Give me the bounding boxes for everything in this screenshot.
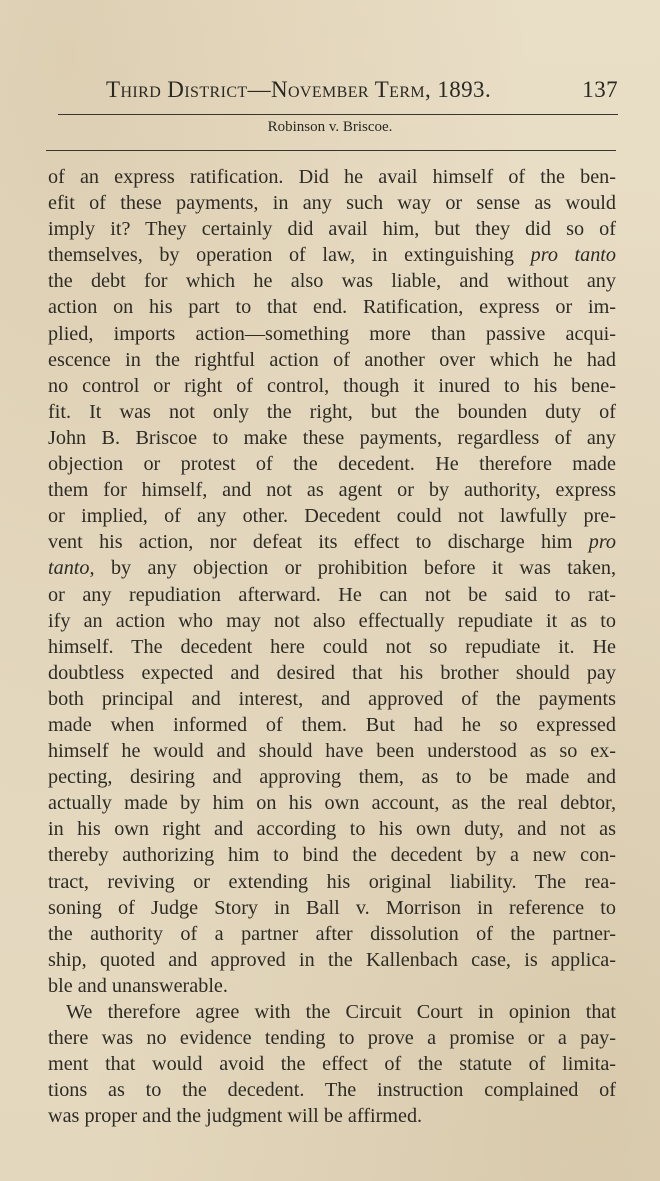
text-line: both principal and interest, and approved of the payments — [48, 687, 616, 710]
body-text — [48, 164, 616, 1129]
text-line: tions as to the decedent. The instruction complained of — [48, 1079, 616, 1102]
text-line: ship, quoted and approved in the Kallenbach case, is applica- — [48, 948, 616, 971]
text-line: We therefore agree with the Circuit Court in opinion that — [66, 1001, 616, 1023]
text-line: objection or protest of the decedent. He therefore made — [48, 453, 616, 476]
running-title: Third District—November Term, 1893. — [106, 77, 492, 102]
text-line: actually made by him on his own account, as the real debtor, — [48, 792, 616, 815]
text-line: in his own right and according to his own duty, and not as — [48, 818, 616, 841]
text-segment: themselves, by operation of law, in extinguishing — [48, 244, 515, 267]
text-line: no control or right of control, though it inured to his bene- — [48, 374, 616, 397]
text-line: thereby authorizing him to bind the decedent by a new con- — [48, 844, 616, 867]
text-line: them for himself, and not as agent or by authority, express — [48, 479, 616, 502]
text-line: plied, imports action—something more than passive acqui- — [48, 322, 616, 345]
text-line — [48, 555, 616, 581]
text-line: action on his part to that end. Ratification, express or im- — [48, 296, 616, 319]
text-line: fit. It was not only the right, but the bounden duty of — [48, 400, 616, 423]
text-line: of an express ratification. Did he avail himself of the ben- — [48, 166, 616, 188]
text-line: himself he would and should have been understood as so ex- — [48, 740, 616, 763]
text-line: tract, reviving or extending his original liability. The rea- — [48, 870, 616, 893]
text-line: pecting, desiring and approving them, as to be made and — [48, 766, 616, 789]
text-segment: vent his action, nor defeat its effect to discharge him — [48, 531, 573, 554]
caption-rule — [46, 150, 616, 151]
text-line: himself. The decedent here could not so repudiate it. He — [48, 635, 616, 658]
case-caption: Robinson v. Briscoe. — [267, 119, 393, 135]
text-line: was proper and the judgment will be affirmed. — [48, 1105, 423, 1128]
text-line: the debt for which he also was liable, and without any — [48, 270, 616, 293]
header-rule — [58, 114, 618, 115]
italic-phrase: tanto — [48, 557, 90, 580]
text-line: soning of Judge Story in Ball v. Morrison in reference to — [48, 896, 616, 919]
text-segment: , by any objection or prohibition before it was taken, — [89, 557, 616, 580]
running-head — [106, 76, 618, 104]
text-line: doubtless expected and desired that his brother should pay — [48, 661, 616, 684]
text-line: imply it? They certainly did avail him, but they did so of — [48, 218, 616, 241]
text-line: or any repudiation afterward. He can not be said to rat- — [48, 583, 616, 606]
italic-phrase: pro tanto — [530, 244, 617, 267]
page-number: 137 — [582, 77, 618, 102]
text-line: efit of these payments, in any such way or sense as would — [48, 192, 616, 215]
text-line — [48, 242, 616, 268]
text-line — [48, 529, 616, 555]
text-line: made when informed of them. But had he so expressed — [48, 713, 616, 736]
text-line: John B. Briscoe to make these payments, regardless of any — [48, 426, 616, 449]
text-line: the authority of a partner after dissolution of the partner- — [48, 922, 616, 945]
text-line: escence in the rightful action of another over which he had — [48, 348, 616, 371]
text-line: or implied, of any other. Decedent could not lawfully pre- — [48, 505, 616, 528]
text-line: ment that would avoid the effect of the statute of limita- — [48, 1053, 616, 1076]
text-line: there was no evidence tending to prove a promise or a pay- — [48, 1027, 616, 1050]
text-line: ble and unanswerable. — [48, 974, 228, 997]
text-line: ify an action who may not also effectually repudiate it as to — [48, 609, 616, 632]
italic-phrase: pro — [588, 531, 617, 554]
